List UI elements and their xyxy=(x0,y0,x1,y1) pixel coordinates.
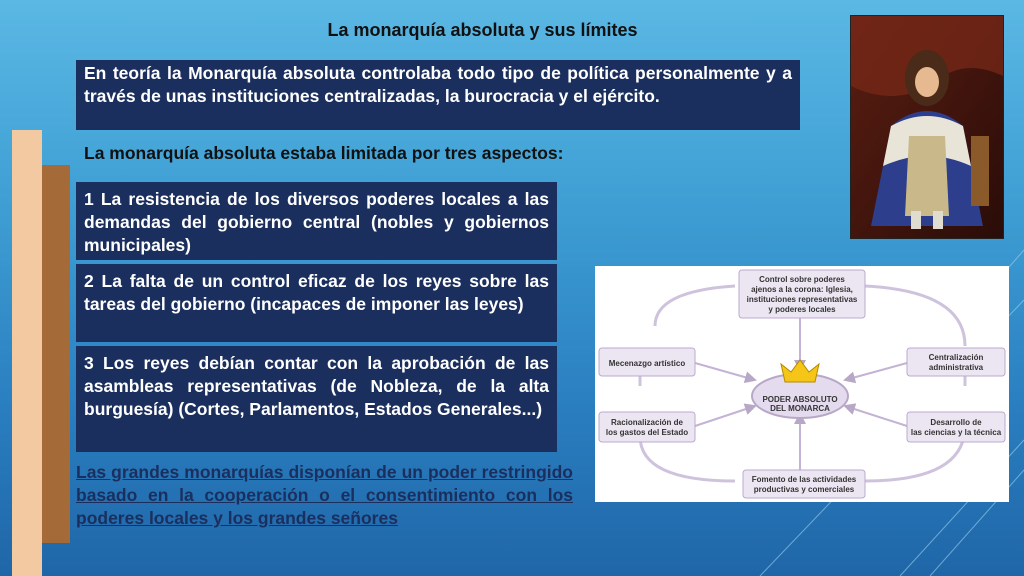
diagram-center-line2: DEL MONARCA xyxy=(770,404,830,413)
aspect-3-box: 3 Los reyes debían contar con la aprobación de las asambleas representativas (de Nobleza, de la alta burguesía) (Cortes, Parlamentos, Estados Generales...) xyxy=(76,346,557,452)
decorative-bar-light xyxy=(12,130,42,576)
king-portrait-image xyxy=(850,15,1004,239)
diagram-top-line1: Control sobre poderes xyxy=(759,275,845,284)
diagram-center-line1: PODER ABSOLUTO xyxy=(762,395,838,404)
conclusion-text: Las grandes monarquías disponían de un poder restringido basado en la cooperación o el consentimiento con los poderes locales y los grandes señores xyxy=(76,462,573,528)
limits-subtitle: La monarquía absoluta estaba limitada por tres aspectos: xyxy=(84,143,564,163)
diagram-bottom-line2: productivas y comerciales xyxy=(753,485,855,494)
diagram-top-line2: ajenos a la corona: Iglesia, xyxy=(751,285,853,294)
diagram-top-line3: instituciones representativas xyxy=(746,295,858,304)
diagram-left-bottom-line1: Racionalización de xyxy=(610,418,684,427)
aspect-2-box: 2 La falta de un control eficaz de los reyes sobre las tareas del gobierno (incapaces de imponer las leyes) xyxy=(76,264,557,342)
slide-title: La monarquía absoluta y sus límites xyxy=(327,20,638,40)
diagram-left-top: Mecenazgo artístico xyxy=(608,359,686,368)
aspect-1-box: 1 La resistencia de los diversos poderes locales a las demandas del gobierno central (nobles y gobiernos municipales) xyxy=(76,182,557,260)
diagram-top-line4: y poderes locales xyxy=(768,305,836,314)
diagram-right-top-line1: Centralización xyxy=(928,353,984,362)
decorative-bar-dark xyxy=(42,165,70,543)
absolute-power-diagram xyxy=(595,266,1009,502)
diagram-right-bottom-line2: las ciencias y la técnica xyxy=(910,428,1002,437)
intro-box: En teoría la Monarquía absoluta controlaba todo tipo de política personalmente y a través de unas instituciones centralizadas, la burocracia y el ejército. xyxy=(76,60,800,130)
diagram-bottom-line1: Fomento de las actividades xyxy=(751,475,857,484)
diagram-right-top-line2: administrativa xyxy=(928,363,984,372)
diagram-left-bottom-line2: los gastos del Estado xyxy=(605,428,689,437)
crown-icon xyxy=(781,360,819,382)
diagram-right-bottom-line1: Desarrollo de xyxy=(930,418,982,427)
